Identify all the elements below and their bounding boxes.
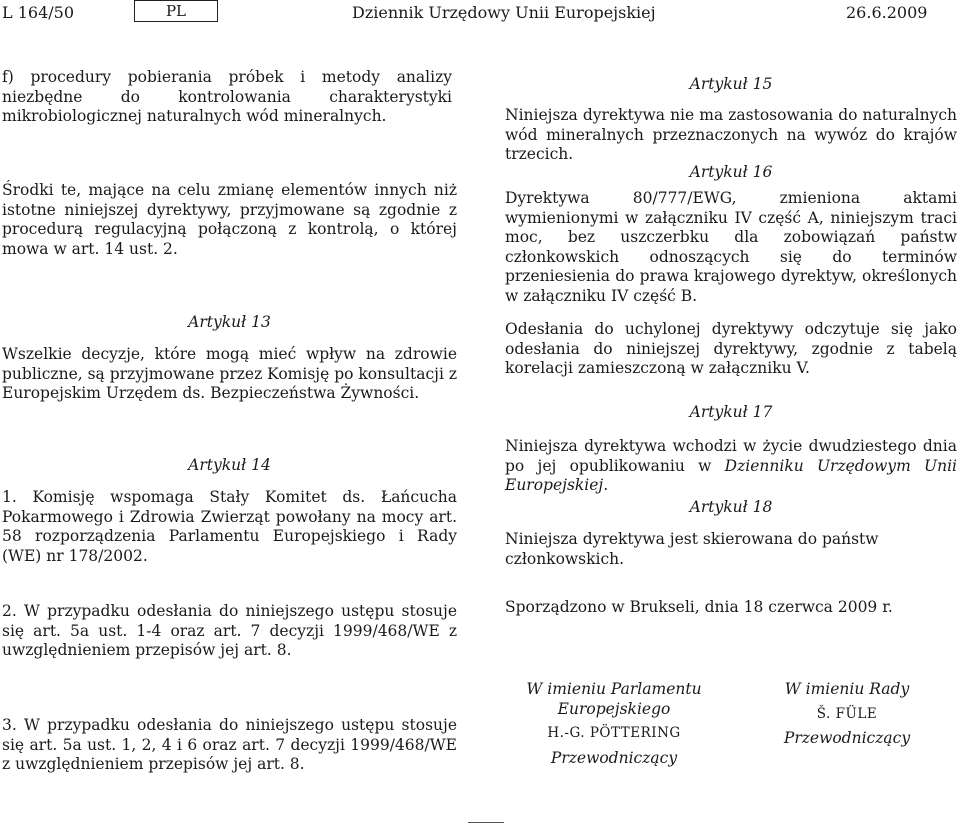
signatory-name-council: Š. FÜLE	[816, 705, 878, 722]
journal-reference: Dzienniku Urzędowym Unii Europejskiej	[505, 456, 958, 494]
signatory-name-parliament: H.-G. PÖTTERING	[547, 725, 681, 741]
article-17-text-end: .	[603, 476, 609, 494]
signature-parliament-line-2: Europejskiego	[557, 699, 671, 718]
page-reference: L 164/50	[2, 3, 74, 22]
signature-council-line-1: W imieniu Rady	[784, 680, 910, 698]
signature-council	[737, 680, 957, 749]
signature-parliament-line-1: W imieniu Parlamentu	[526, 680, 702, 698]
article-14-paragraph-1: 1. Komisję wspomaga Stały Komitet ds. Łańcucha Pokarmowego i Zdrowia Zwierząt powołany na mocy art. 58 rozporządzenia Parlamentu Europejskiego i Rady (WE) nr 178/2002.	[2, 488, 457, 565]
article-17-text	[505, 437, 957, 496]
article-15-heading: Artykuł 15	[689, 75, 773, 93]
signature-parliament	[505, 680, 723, 768]
place-and-date: Sporządzono w Brukseli, dnia 18 czerwca 2009 r.	[505, 598, 893, 616]
journal-title: Dziennik Urzędowy Unii Europejskiej	[352, 3, 656, 22]
article-14-paragraph-2: 2. W przypadku odesłania do niniejszego ustępu stosuje się art. 5a ust. 1-4 oraz art. 7 decyzji 1999/468/WE z uwzględnieniem przepisów jej art. 8.	[2, 602, 457, 659]
article-16-paragraph-1: Dyrektywa 80/777/EWG, zmieniona aktami wymienionymi w załączniku IV część A, niniejszym traci moc, bez uszczerbku dla zobowiązań państw członkowskich odnoszących się do terminów przeniesienia do prawa krajowego dyrektyw, określonych w załączniku IV część B.	[505, 189, 957, 305]
article-14-heading: Artykuł 14	[188, 456, 271, 474]
signatory-role-council: Przewodniczący	[783, 729, 911, 747]
signatory-role-parliament: Przewodniczący	[550, 748, 678, 767]
article-17-heading: Artykuł 17	[689, 403, 773, 421]
article-17-text-main: Niniejsza dyrektywa wchodzi w życie dwudziestego dnia po jej opublikowaniu w	[505, 437, 957, 475]
language-badge: PL	[134, 0, 218, 22]
paragraph-f: f) procedury pobierania próbek i metody analizy niezbędne do kontrolowania charakterystyki mikrobiologicznej naturalnych wód mineralnych.	[2, 68, 452, 125]
article-15-text: Niniejsza dyrektywa nie ma zastosowania do naturalnych wód mineralnych przeznaczonych na wywóz do krajów trzecich.	[505, 106, 957, 163]
article-16-heading: Artykuł 16	[689, 163, 773, 181]
article-13-heading: Artykuł 13	[188, 313, 271, 331]
paragraph-srodki: Środki te, mające na celu zmianę elementów innych niż istotne niniejszej dyrektywy, przyjmowane są zgodnie z procedurą regulacyjną połączoną z kontrolą, o której mowa w art. 14 ust. 2.	[2, 181, 457, 258]
bottom-divider	[468, 822, 504, 823]
article-18-heading: Artykuł 18	[689, 498, 773, 516]
article-14-paragraph-3: 3. W przypadku odesłania do niniejszego ustępu stosuje się art. 5a ust. 1, 2, 4 i 6 oraz art. 7 decyzji 1999/468/WE z uwzględnieniem przepisów jej art. 8.	[2, 716, 457, 773]
article-13-text: Wszelkie decyzje, które mogą mieć wpływ na zdrowie publiczne, są przyjmowane przez Komisję po konsultacji z Europejskim Urzędem ds. Bezpieczeństwa Żywności.	[2, 345, 457, 402]
article-18-text: Niniejsza dyrektywa jest skierowana do państw członkowskich.	[505, 530, 879, 568]
publication-date: 26.6.2009	[846, 3, 928, 22]
article-16-paragraph-2: Odesłania do uchylonej dyrektywy odczytuje się jako odesłania do niniejszej dyrektywy, zgodnie z tabelą korelacji zamieszczoną w załączniku V.	[505, 320, 957, 377]
